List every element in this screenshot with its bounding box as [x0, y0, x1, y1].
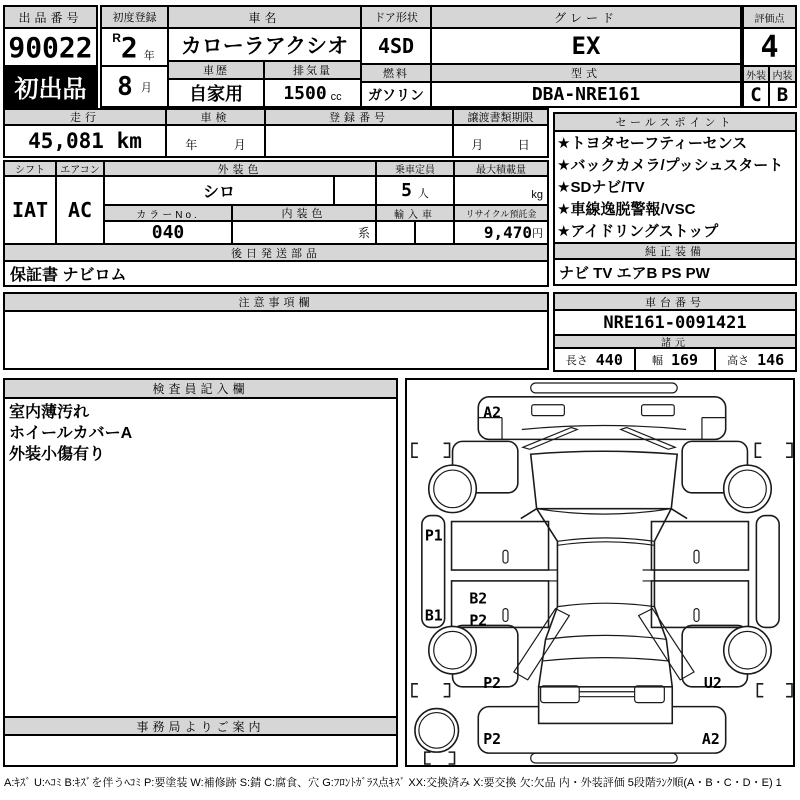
int-color-label: 内装色 [233, 206, 375, 222]
first-reg-label: 初度登録 [102, 7, 167, 29]
inspector-line: 外装小傷有り [9, 446, 106, 463]
inspection-label: 車検 [167, 110, 264, 126]
sales-point-item: ★アイドリングストップ [557, 223, 719, 240]
first-reg-year: 2 [120, 30, 138, 64]
color-no-label: カラーNo. [105, 206, 233, 222]
door-label: ドア形状 [362, 7, 430, 29]
import-cell-1 [377, 222, 416, 243]
inspection-year-unit: 年 [185, 138, 198, 152]
displacement-col [265, 62, 360, 106]
inspection-month-unit: 月 [233, 138, 246, 152]
fuel-label: 燃料 [362, 65, 430, 83]
shift-col [5, 162, 57, 243]
mileage-value: 45,081 km [28, 129, 142, 153]
front-door-left [452, 522, 549, 570]
aircon-value: AC [67, 198, 93, 222]
import-cell-2 [416, 222, 455, 243]
damage-mark: B2 [469, 590, 488, 608]
car-name-label: 車名 [169, 7, 360, 29]
aircon-label: エアコン [57, 162, 103, 177]
spare-tire [415, 709, 459, 753]
history-col [169, 62, 265, 106]
damage-mark: U2 [703, 674, 722, 692]
max-load-label: 最大積載量 [455, 162, 547, 177]
displacement-label: 排気量 [265, 62, 360, 80]
grade-col [432, 7, 740, 106]
chassis-value: NRE161-0091421 [603, 312, 747, 333]
interior-label: 内装 [770, 67, 795, 81]
recycle-cell [455, 222, 547, 243]
sales-points-list [555, 132, 795, 242]
spec-length-value: 440 [595, 350, 623, 369]
sales-points-box [553, 112, 797, 286]
car-diagram-box [405, 378, 795, 767]
oem-equipment-label: 純正装備 [555, 242, 795, 260]
sales-point-item: ★SDナビ/TV [557, 179, 645, 196]
capacity-unit: 人 [417, 188, 429, 200]
auction-no-value: 90022 [5, 29, 96, 67]
displacement-value: 1500 [283, 82, 327, 104]
front-seats-line [557, 538, 654, 545]
first-reg-col [102, 7, 169, 106]
spec-height-value: 146 [757, 350, 785, 369]
door-handle [503, 609, 508, 622]
later-parts-box [3, 243, 549, 287]
ext-color-label: 外装色 [105, 162, 375, 177]
front-bumper-strip [531, 383, 677, 393]
score-label: 評価点 [744, 7, 795, 29]
damage-mark: P2 [469, 612, 488, 630]
aircon-col [57, 162, 105, 243]
later-parts-value: 保証書 ナビロム [10, 267, 127, 284]
reg-no-label: 登録番号 [266, 110, 452, 126]
mileage-band [3, 108, 549, 158]
dashboard-line [537, 509, 672, 514]
history-label: 車歴 [169, 62, 263, 80]
oem-equipment-value: ナビ TV エアB PS PW [559, 264, 710, 282]
displacement-cell [265, 80, 360, 106]
damage-mark: B1 [424, 607, 443, 625]
displacement-unit: cc [330, 91, 342, 103]
damage-mark: A2 [483, 404, 502, 422]
score-value: 4 [744, 29, 795, 67]
specs-label: 諸元 [555, 334, 795, 349]
door-handle [503, 550, 508, 563]
car-name-value: カローラアクシオ [169, 29, 360, 62]
door-col [362, 7, 432, 106]
grade-value: EX [432, 29, 740, 65]
door-value: 4SD [362, 29, 430, 65]
damage-mark: P1 [424, 527, 443, 545]
shift-label: シフト [5, 162, 55, 177]
inspector-line: ホイールカバーA [9, 425, 133, 442]
sales-point-item: ★トヨタセーフティーセンス [557, 135, 748, 152]
car-body-outline [412, 383, 792, 764]
transfer-day-unit: 日 [517, 138, 530, 152]
model-label: 型式 [432, 65, 740, 83]
wiper-right [621, 428, 675, 450]
spec-length-label: 長さ [565, 354, 588, 367]
windshield [531, 451, 677, 508]
exterior-grade: C [744, 83, 770, 106]
color-no-value: 040 [105, 222, 233, 243]
inspector-line: 室内薄汚れ [9, 404, 90, 421]
era-letter: R [112, 31, 121, 45]
reg-no-col [266, 110, 454, 156]
sales-points-label: セールスポイント [555, 114, 795, 132]
interior-grade: B [776, 83, 789, 106]
legend-text: A:ｷｽﾞ U:ﾍｺﾐ B:ｷｽﾞを伴うﾍｺﾐ P:要塗装 W:補修跡 S:錆 C:腐食、穴 G:ﾌﾛﾝﾄｶﾞﾗｽ点ｷｽﾞ XX:交換済み X:要交換 欠:欠品 内・外装評価 5段階ﾗﾝｸ順(A・B・C・D・E) 1 [4, 777, 782, 789]
recycle-amount: 9,470 [483, 223, 532, 242]
office-notice-area [5, 736, 396, 765]
inspector-notes [5, 399, 396, 716]
recycle-unit: 円 [532, 227, 543, 240]
ext-color-extra-cell [335, 177, 375, 204]
int-color-suffix: 系 [357, 226, 370, 240]
inspector-box [3, 378, 398, 767]
front-door-right [651, 522, 748, 570]
rear-seats-line [557, 603, 654, 606]
shift-value: IAT [11, 198, 49, 222]
rear-door-left [452, 581, 549, 628]
spec-height [716, 349, 795, 370]
front-light-right [642, 405, 675, 416]
later-parts-label: 後日発送部品 [5, 245, 547, 262]
max-load-unit: kg [531, 189, 543, 201]
door-handle [694, 609, 699, 622]
inspection-col [167, 110, 266, 156]
rear-bumper-strip [531, 753, 677, 763]
mileage-label: 走行 [5, 110, 165, 126]
damage-mark: A2 [701, 731, 720, 749]
damage-mark: P2 [483, 731, 502, 749]
first-reg-year-cell [102, 29, 167, 67]
first-reg-month: 8 [117, 71, 133, 102]
chassis-box [553, 292, 797, 372]
import-label: 輸入車 [377, 206, 455, 222]
capacity-recycle-col [377, 162, 547, 243]
sales-point-item: ★バックカメラ/プッシュスタート [557, 157, 784, 174]
exterior-label: 外装 [744, 67, 770, 81]
color-col [105, 162, 377, 243]
office-notice-label: 事務局よりご案内 [5, 716, 396, 736]
chassis-label: 車台番号 [555, 294, 795, 311]
wiper-left [523, 428, 577, 450]
car-diagram [407, 380, 793, 765]
car-name-col [169, 7, 362, 106]
month-unit: 月 [140, 81, 152, 94]
history-value: 自家用 [189, 84, 243, 104]
model-value: DBA-NRE161 [531, 84, 641, 105]
spec-width-label: 幅 [651, 354, 663, 367]
front-bumper [478, 397, 725, 440]
spec-width [636, 349, 717, 370]
recycle-label: リサイクル預託金 [455, 206, 547, 222]
spec-width-value: 169 [670, 350, 699, 369]
fuel-value: ガソリン [368, 86, 424, 103]
sales-point-item: ★車線逸脱警報/VSC [557, 201, 696, 218]
ext-color-value: シロ [105, 177, 335, 204]
auction-no-label: 出品番号 [5, 7, 96, 29]
door-handle [694, 550, 699, 563]
notes-label: 注意事項欄 [5, 294, 547, 312]
auction-no-box [3, 5, 98, 108]
capacity-label: 乗車定員 [377, 162, 455, 177]
capacity-cell [377, 177, 455, 204]
score-box [742, 5, 797, 108]
transfer-doc-col [454, 110, 547, 156]
inspector-label: 検査員記入欄 [5, 380, 396, 399]
front-light-left [532, 405, 565, 416]
floor-column [557, 541, 654, 606]
notes-value [5, 312, 547, 368]
cowl-line [522, 426, 686, 430]
vehicle-header-table [100, 5, 742, 108]
spec-length [555, 349, 636, 370]
rear-door-right [651, 581, 748, 628]
damage-mark: P2 [483, 674, 502, 692]
year-unit: 年 [143, 50, 155, 62]
grade-label: グレード [432, 7, 740, 29]
transfer-doc-label: 譲渡書類期限 [454, 110, 547, 126]
mileage-col [5, 110, 167, 156]
first-listing-badge: 初出品 [5, 67, 96, 106]
first-reg-month-cell [102, 67, 167, 106]
rocker-panel-right [756, 516, 779, 628]
capacity-value: 5 [401, 180, 412, 201]
color-band [3, 160, 549, 245]
spec-height-label: 高さ [727, 354, 750, 367]
reg-no-value [266, 126, 452, 156]
notes-box [3, 292, 549, 370]
transfer-month-unit: 月 [471, 138, 484, 152]
